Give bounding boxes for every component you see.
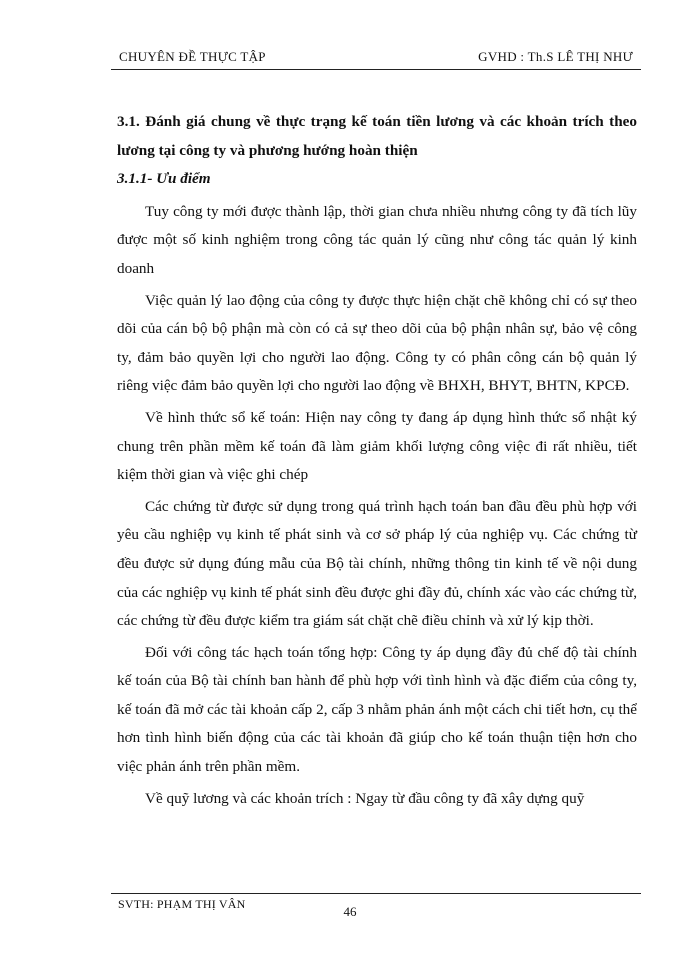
header-advisor: GVHD : Th.S LÊ THỊ NHƯ — [478, 49, 633, 64]
footer-divider — [111, 893, 641, 894]
paragraph-4: Các chứng từ được sử dụng trong quá trình hạch toán ban đầu đều phù hợp với yêu cầu nghiệp vụ kinh tế phát sinh và cơ sở pháp lý của nghiệp vụ. Các chứng từ đều được sử dụng đúng mẫu của Bộ tài chính, những thông tin kinh tế về nội dung của các nghiệp vụ kinh tế phát sinh đều được ghi đầy đủ, chính xác vào các chứng từ, các chứng từ đều được kiểm tra giám sát chặt chẽ điều chỉnh và xử lý kịp thời. — [117, 497, 637, 630]
header-divider — [111, 69, 641, 70]
footer-author: SVTH: PHẠM THỊ VÂN — [118, 897, 246, 911]
page-number: 46 — [343, 904, 357, 919]
paragraph-5: Đối với công tác hạch toán tổng hợp: Công ty áp dụng đầy đủ chế độ tài chính kế toán của Bộ tài chính ban hành để phù hợp với tình hình và đặc điểm của công ty, kế toán đã mở các tài khoản cấp 2, cấp 3 nhằm phản ánh một cách chi tiết hơn, cụ thể hơn tình hình biến động của các tài khoản đã giúp cho kế toán thuận tiện hơn cho việc phản ánh trên phần mềm. — [117, 643, 637, 776]
paragraph-6: Về quỹ lương và các khoản trích : Ngay từ đầu công ty đã xây dựng quỹ — [145, 789, 585, 807]
header-document-type: CHUYÊN ĐỀ THỰC TẬP — [119, 49, 266, 64]
paragraph-2: Việc quản lý lao động của công ty được thực hiện chặt chẽ không chỉ có sự theo dõi của cán bộ bộ phận mà còn có cả sự theo dõi của bộ phận nhân sự, bảo vệ công ty, đảm bảo quyền lợi cho người lao động. Công ty có phân công cán bộ quản lý riêng việc đảm bảo quyền lợi cho người lao động về BHXH, BHYT, BHTN, KPCĐ. — [117, 291, 637, 395]
section-title: 3.1. Đánh giá chung về thực trạng kế toán tiền lương và các khoản trích theo lương tại công ty và phương hướng hoàn thiện — [117, 113, 637, 159]
paragraph-1: Tuy công ty mới được thành lập, thời gian chưa nhiều nhưng công ty đã tích lũy được một số kinh nghiệm trong công tác quản lý cũng như công tác quản lý kinh doanh — [117, 202, 637, 277]
page-header — [111, 44, 641, 68]
subsection-title: 3.1.1- Ưu điểm — [117, 170, 211, 188]
page-body — [117, 108, 637, 813]
paragraph-3: Về hình thức sổ kế toán: Hiện nay công ty đang áp dụng hình thức sổ nhật ký chung trên phần mềm kế toán đã làm giảm khối lượng công việc đi rất nhiều, tiết kiệm thời gian và việc ghi chép — [117, 408, 637, 484]
